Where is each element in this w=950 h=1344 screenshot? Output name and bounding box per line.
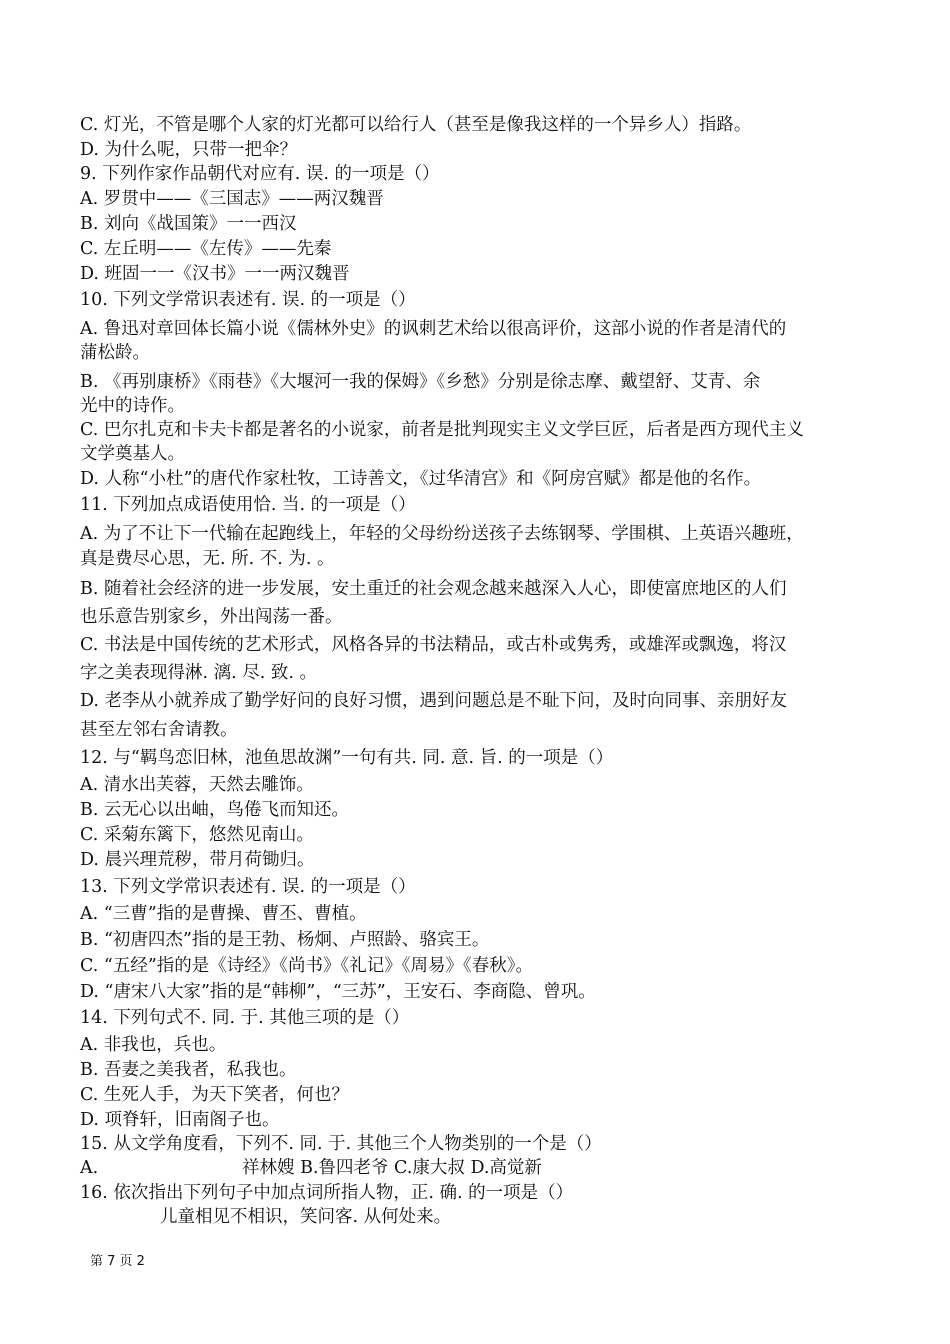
option-c: C. 生死人手，为天下笑者，何也？ <box>80 1085 349 1105</box>
option-a: A. 清水出芙蓉，天然去雕饰。 <box>80 775 314 795</box>
question-15-options <box>80 1156 542 1180</box>
option-c: C. 采菊东篱下，悠然见南山。 <box>80 825 314 845</box>
option-d: D. 老李从小就养成了勤学好问的良好习惯，遇到问题总是不耻下问，及时向同事、亲朋好友 <box>80 691 788 711</box>
option-b: B. 随着社会经济的进一步发展，安土重迁的社会观念越来越深入人心，即使富庶地区的人们 <box>80 579 787 599</box>
option-a: A. 非我也，兵也。 <box>80 1035 227 1055</box>
option-c-cont: 字之美表现得淋. 漓. 尽. 致. 。 <box>80 663 318 683</box>
option-d: D. 班固一一《汉书》一一两汉魏晋 <box>80 264 350 284</box>
option-d-cont: 甚至左邻右舍请教。 <box>80 720 238 740</box>
option-b: B. 云无心以出岫，鸟倦飞而知还。 <box>80 800 349 820</box>
question-12-stem: 12. 与“羁鸟恋旧林，池鱼思故渊”一句有共. 同. 意. 旨. 的一项是（） <box>80 748 614 768</box>
option-a: A. 为了不让下一代输在起跑线上，年轻的父母纷纷送孩子去练钢琴、学围棋、上英语兴趣班， <box>80 524 804 544</box>
option-d: D. 人称“小杜”的唐代作家杜牧，工诗善文，《过华清宫》和《阿房宫赋》都是他的名作。 <box>80 469 762 489</box>
option-a: A. 鲁迅对章回体长篇小说《儒林外史》的讽刺艺术给以很高评价，这部小说的作者是清代的 <box>80 319 787 339</box>
option-a-cont: 真是费尽心思，无. 所. 不. 为. 。 <box>80 549 335 569</box>
option-c: C. 巴尔扎克和卡夫卡都是著名的小说家，前者是批判现实主义文学巨匠，后者是西方现代主义 <box>80 420 804 440</box>
question-13-stem: 13. 下列文学常识表述有. 误. 的一项是（） <box>80 877 416 897</box>
text-line: C. 灯光，不管是哪个人家的灯光都可以给行人（甚至是像我这样的一个异乡人）指路。 <box>80 115 752 135</box>
question-15-stem: 15. 从文学角度看，下列不. 同. 于. 其他三个人物类别的一个是（） <box>80 1134 602 1154</box>
option-b: B. “初唐四杰”指的是王勃、杨炯、卢照龄、骆宾王。 <box>80 930 490 950</box>
option-b: B. 《再别康桥》《雨巷》《大堰河一我的保姆》《乡愁》分别是徐志摩、戴望舒、艾青、余 <box>80 372 761 392</box>
option-d: D. 晨兴理荒秽，带月荷锄归。 <box>80 850 315 870</box>
option-b-cont: 光中的诗作。 <box>80 396 185 416</box>
option-label: A. <box>80 1158 99 1178</box>
page-footer: 第 7 页 2 <box>90 1254 145 1269</box>
question-16-quote: 儿童相见不相识，笑问客. 从何处来。 <box>160 1207 452 1227</box>
options-text: 祥林嫂 B.鲁四老爷 C.康大叔 D.高觉新 <box>242 1158 542 1178</box>
question-10-stem: 10. 下列文学常识表述有. 误. 的一项是（） <box>80 290 416 310</box>
option-c: C. 书法是中国传统的艺术形式，风格各异的书法精品，或古朴或隽秀，或雄浑或飘逸，将汉 <box>80 635 787 655</box>
text-line: D. 为什么呢，只带一把伞？ <box>80 140 298 160</box>
option-d: D. 项脊轩，旧南阁子也。 <box>80 1110 280 1130</box>
question-16-stem: 16. 依次指出下列句子中加点词所指人物，正. 确. 的一项是（） <box>80 1183 574 1203</box>
option-b: B. 刘向《战国策》一一西汉 <box>80 214 297 234</box>
option-a: A. “三曹”指的是曹操、曹丕、曹植。 <box>80 904 367 924</box>
question-9-stem: 9. 下列作家作品朝代对应有. 误. 的一项是（） <box>80 164 440 184</box>
option-c: C. “五经”指的是《诗经》《尚书》《礼记》《周易》《春秋》。 <box>80 956 534 976</box>
option-b: B. 吾妻之美我者，私我也。 <box>80 1060 297 1080</box>
option-d: D. “唐宋八大家”指的是“韩柳”，“三苏”，王安石、李商隐、曾巩。 <box>80 982 596 1002</box>
option-a-cont: 蒲松龄。 <box>80 343 150 363</box>
option-b-cont: 也乐意告别家乡，外出闯荡一番。 <box>80 607 343 627</box>
question-11-stem: 11. 下列加点成语使用恰. 当. 的一项是（） <box>80 495 416 515</box>
option-a: A. 罗贯中——《三国志》——两汉魏晋 <box>80 189 384 209</box>
question-14-stem: 14. 下列句式不. 同. 于. 其他三项的是（） <box>80 1008 410 1028</box>
option-c-cont: 文学奠基人。 <box>80 444 185 464</box>
option-c: C. 左丘明——《左传》——先秦 <box>80 239 332 259</box>
